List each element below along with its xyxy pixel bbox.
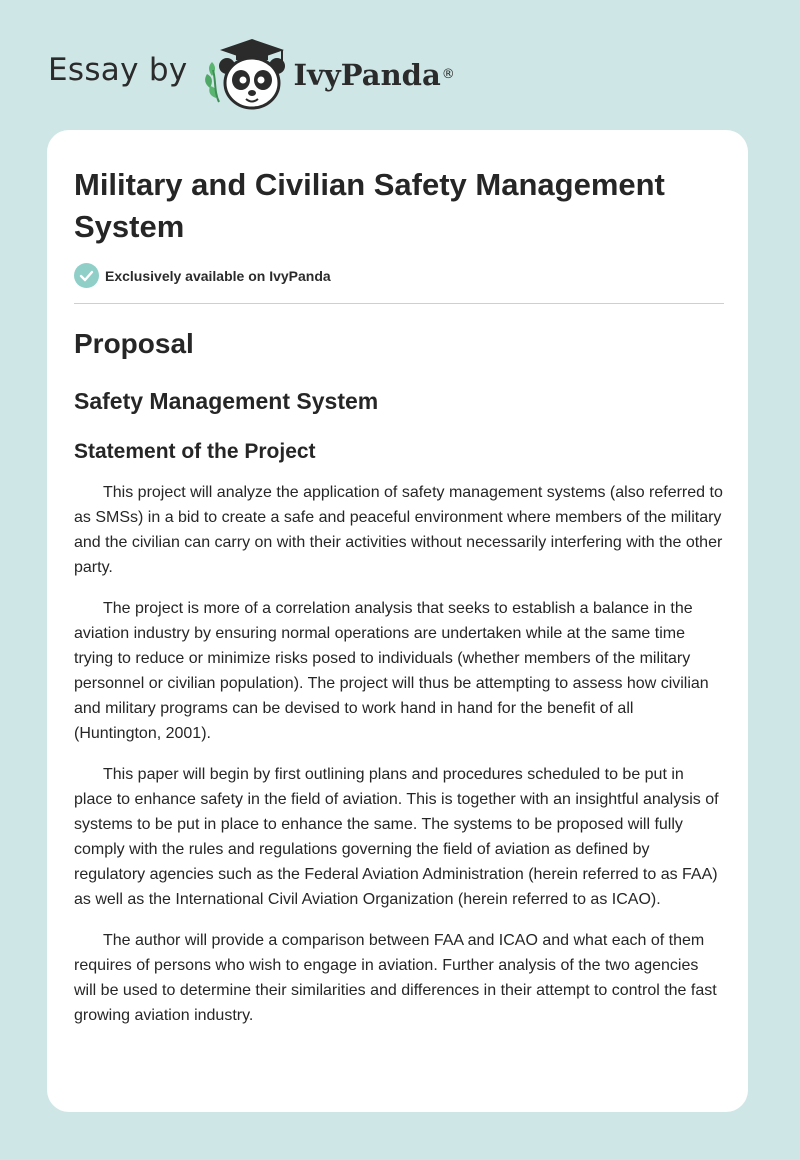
exclusive-badge [74, 263, 331, 288]
exclusive-label: Exclusively available on IvyPanda [105, 267, 331, 284]
subsection-heading: Safety Management System [74, 388, 379, 414]
subsubsection-heading: Statement of the Project [74, 440, 316, 463]
article-body [74, 480, 724, 1044]
article-card [47, 130, 748, 1112]
brand-registered-mark: ® [441, 66, 455, 82]
article-title: Military and Civilian Safety Management System [74, 167, 665, 244]
section-heading: Proposal [74, 328, 194, 359]
paragraph: The project is more of a correlation analysis that seeks to establish a balance in the aviation industry by ensuring normal operations are undertaken while at the same time trying to reduce or minimize risks posed to individuals (whether members of the military personnel or civilian population). The project will thus be attempting to assess how civilian and military programs can be devised to work hand in hand for the benefit of all (Huntington, 2001). [74, 600, 709, 742]
paragraph: This project will analyze the application of safety management systems (also referred to as SMSs) in a bid to create a safe and peaceful environment where members of the military and the civilian can carry on with their activities without necessarily interfering with the other party. [74, 484, 723, 576]
brand-name: IvyPanda [293, 58, 441, 92]
title-divider [74, 303, 724, 304]
paragraph: This paper will begin by first outlining plans and procedures scheduled to be put in place to enhance safety in the field of aviation. This is together with an insightful analysis of systems to be put in place to enhance the same. The systems to be proposed will fully comply with the rules and regulations governing the field of aviation as defined by regulatory agencies such as the Federal Aviation Administration (herein referred to as FAA) as well as the International Civil Aviation Organization (herein referred to as ICAO). [74, 766, 719, 908]
panda-mascot-icon [202, 36, 292, 112]
checkmark-icon [74, 263, 99, 288]
brand-logo[interactable] [48, 34, 455, 114]
brand-prefix: Essay by [48, 52, 188, 88]
paragraph: The author will provide a comparison between FAA and ICAO and what each of them requires of persons who wish to engage in aviation. Further analysis of the two agencies will be used to determine their similarities and differences in their attempt to control the fast growing aviation industry. [74, 932, 717, 1024]
